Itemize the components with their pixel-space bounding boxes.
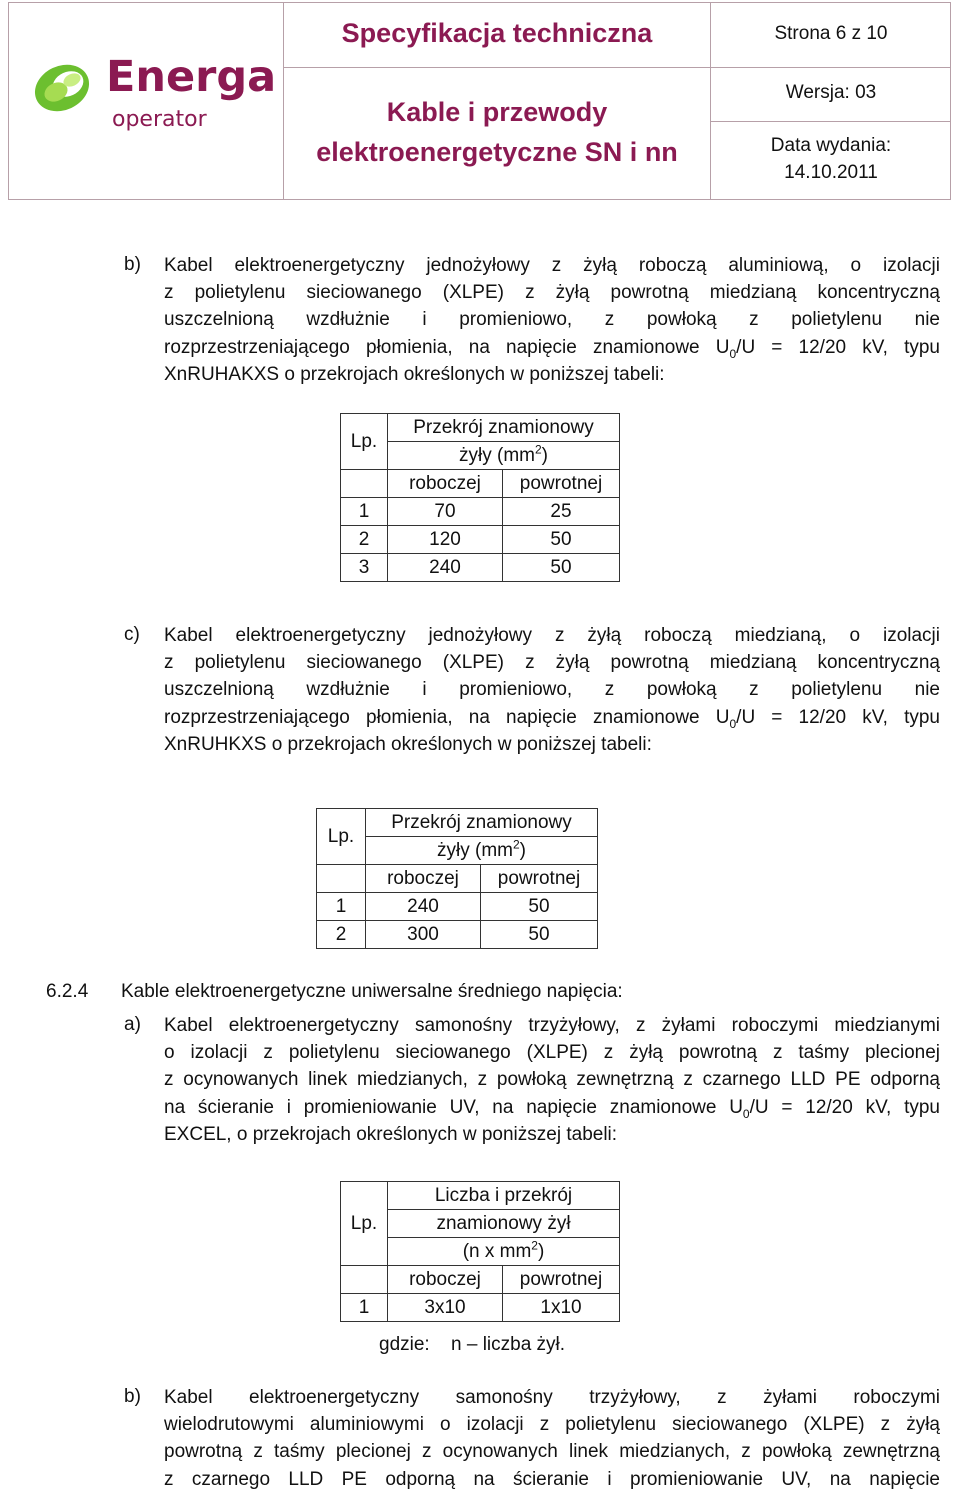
table-header-lp: Lp. — [317, 809, 366, 865]
text-line: Kabel elektroenergetyczny samonośny trzyżyłowy, z żyłami roboczymi — [164, 1387, 940, 1408]
text-line: EXCEL, o przekrojach określonych w poniższej tabeli: — [164, 1123, 618, 1145]
list-marker: b) — [124, 1386, 141, 1407]
table-header: Przekrój znamionowy — [388, 414, 620, 442]
section-title: Kable elektroenergetyczne uniwersalne średniego napięcia: — [121, 981, 623, 1002]
header-title: Specyfikacja techniczna — [341, 18, 653, 48]
table-row: 3 240 50 — [341, 554, 620, 582]
text-line: z polietylenu sieciowanego (XLPE) z żyłą powrotną miedzianą koncentryczną — [164, 652, 940, 674]
note-text: n – liczba żył. — [451, 1334, 566, 1355]
table-row: 2 300 50 — [317, 921, 598, 949]
page-number: Strona 6 z 10 — [774, 23, 888, 44]
issue-date-label: Data wydania: — [770, 135, 892, 156]
logo-wordmark: Energa — [106, 52, 277, 102]
text-line: uszczelnioną wzdłużnie i promieniowo, z powłoką z polietylenu nie — [164, 309, 940, 331]
table-row: 2 120 50 — [341, 526, 620, 554]
paragraph-624b — [164, 1384, 940, 1493]
table-header: żyły $(mm^2)$ — [366, 837, 598, 865]
section-number: 6.2.4 — [46, 981, 89, 1002]
table-col-header: powrotnej — [503, 470, 620, 498]
version-label: Wersja: 03 — [785, 82, 877, 103]
text-line: uszczelnioną wzdłużnie i promieniowo, z powłoką z polietylenu nie — [164, 679, 940, 701]
logo-swirl-icon — [28, 56, 108, 126]
table-header-lp: Lp. — [341, 1182, 388, 1266]
table-header: (n x $mm^2$) — [388, 1238, 620, 1266]
cross-section-table-624a — [340, 1181, 620, 1322]
table-col-header: powrotnej — [503, 1266, 620, 1294]
table-row: 1 240 50 — [317, 893, 598, 921]
list-marker: b) — [124, 254, 141, 275]
text-line: rozprzestrzeniającego płomienia, na napięcie znamionowe $U_0/U = 12/20$ kV, typu — [164, 706, 940, 731]
table-header: Przekrój znamionowy — [366, 809, 598, 837]
text-line: z czarnego LLD PE odporną na ścieranie i promieniowanie UV, na napięcie — [164, 1468, 940, 1490]
text-line: Kabel elektroenergetyczny jednożyłowy z żyłą roboczą aluminiową, o izolacji — [164, 255, 940, 276]
header-divider — [283, 67, 950, 68]
text-line: z ocynowanych linek miedzianych, z powłoką zewnętrzną z czarnego LLD PE odporną — [164, 1069, 940, 1091]
table-row: 1 3x10 1x10 — [341, 1294, 620, 1322]
table-header: znamionowy żył — [388, 1210, 620, 1238]
logo-subtitle: operator — [112, 107, 207, 132]
text-line: powrotną z taśmy plecionej z ocynowanych linek miedzianych, z powłoką zewnętrzną — [164, 1441, 940, 1463]
text-line: na ścieranie i promieniowanie UV, na napięcie znamionowe $U_0/U = 12/20$ kV, typu — [164, 1096, 940, 1121]
cross-section-table-b — [340, 413, 620, 582]
text-line: XnRUHAKXS o przekrojach określonych w poniższej tabeli: — [164, 363, 665, 385]
table-header-lp: Lp. — [341, 414, 388, 470]
company-logo — [28, 52, 277, 140]
header-subject-line2: elektroenergetyczne SN i nn — [316, 137, 678, 167]
paragraph-c — [164, 622, 940, 758]
table-col-header: powrotnej — [481, 865, 598, 893]
header-divider — [710, 121, 950, 122]
list-marker: a) — [124, 1014, 141, 1035]
note-label: gdzie: — [379, 1334, 430, 1355]
table-header: żyły $(mm^2)$ — [388, 442, 620, 470]
issue-date: 14.10.2011 — [784, 162, 878, 183]
table-col-header: roboczej — [388, 1266, 503, 1294]
header-subject-line1: Kable i przewody — [386, 97, 608, 127]
text-line: wielodrutowymi aluminiowymi o izolacji z polietylenu sieciowanego (XLPE) z żyłą — [164, 1414, 940, 1436]
cross-section-table-c — [316, 808, 598, 949]
text-line: o izolacji z polietylenu sieciowanego (XLPE) z żyłą powrotną z taśmy plecionej — [164, 1042, 940, 1064]
list-marker: c) — [124, 624, 140, 645]
table-row: 1 70 25 — [341, 498, 620, 526]
text-line: XnRUHKXS o przekrojach określonych w poniższej tabeli: — [164, 733, 652, 755]
text-line: Kabel elektroenergetyczny samonośny trzyżyłowy, z żyłami roboczymi miedzianymi — [164, 1015, 940, 1036]
table-col-header: roboczej — [388, 470, 503, 498]
table-col-header: roboczej — [366, 865, 481, 893]
table-header: Liczba i przekrój — [388, 1182, 620, 1210]
text-line: Kabel elektroenergetyczny jednożyłowy z żyłą roboczą miedzianą, o izolacji — [164, 625, 940, 646]
text-line: rozprzestrzeniającego płomienia, na napięcie znamionowe $U_0/U = 12/20$ kV, typu — [164, 336, 940, 361]
text-line: z polietylenu sieciowanego (XLPE) z żyłą powrotną miedzianą koncentryczną — [164, 282, 940, 304]
paragraph-624a — [164, 1012, 940, 1148]
paragraph-b — [164, 252, 940, 388]
